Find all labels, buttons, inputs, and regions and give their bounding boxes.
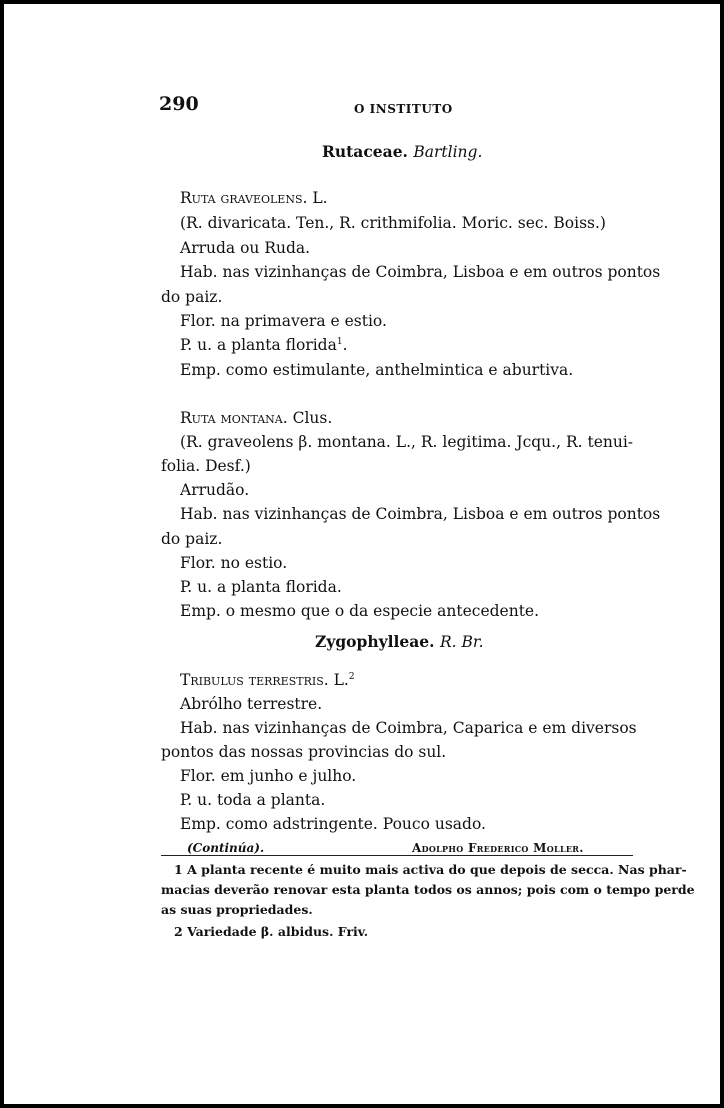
flowering: Flor. na primavera e estio. bbox=[180, 312, 387, 330]
habitat-line: Hab. nas vizinhanças de Coimbra, Caparica e em diversos bbox=[180, 719, 637, 737]
book-page bbox=[4, 4, 720, 1104]
habitat-line-cont: pontos das nossas provincias do sul. bbox=[161, 743, 447, 761]
continued-marker: (Continúa). bbox=[187, 841, 265, 855]
footnote-number: 1 bbox=[174, 862, 183, 877]
species-author: Clus. bbox=[292, 409, 333, 427]
common-name: Arrudão. bbox=[180, 481, 250, 499]
common-name: Abrólho terrestre. bbox=[180, 695, 323, 713]
running-title: O INSTITUTO bbox=[354, 102, 453, 116]
parts-used: P. u. toda a planta. bbox=[180, 791, 326, 809]
footnote-1-cont: as suas propriedades. bbox=[161, 902, 313, 917]
habitat-line: Hab. nas vizinhanças de Coimbra, Lisboa e em outros pontos bbox=[180, 505, 661, 523]
synonyms: (R. divaricata. Ten., R. crithmifolia. Moric. sec. Boiss.) bbox=[180, 214, 606, 232]
page-number: 290 bbox=[159, 93, 199, 115]
common-name: Arruda ou Ruda. bbox=[180, 239, 311, 257]
species-author: L. bbox=[312, 189, 328, 207]
parts-used: P. u. a planta florida. bbox=[180, 578, 342, 596]
parts-used-end: . bbox=[342, 336, 348, 354]
habitat-line-cont: do paiz. bbox=[161, 288, 223, 306]
synonyms-cont: folia. Desf.) bbox=[161, 457, 251, 475]
species-name: Tribulus terrestris. bbox=[180, 671, 329, 689]
footnote-text: A planta recente é muito mais activa do que depois de secca. Nas phar- bbox=[187, 862, 687, 877]
footnote-text: Variedade β. albidus. Friv. bbox=[187, 924, 369, 939]
footnote-ref: 2 bbox=[348, 671, 355, 682]
section-title-author: Bartling. bbox=[413, 143, 483, 161]
species-name: Ruta montana. bbox=[180, 409, 288, 427]
section-title-author: R. Br. bbox=[439, 633, 484, 651]
section-title: Rutaceae. bbox=[322, 142, 408, 161]
footnote-rule bbox=[161, 855, 633, 856]
article-author: Adolpho Frederico Moller. bbox=[412, 841, 584, 855]
habitat-line-cont: do paiz. bbox=[161, 530, 223, 548]
flowering: Flor. no estio. bbox=[180, 554, 288, 572]
parts-used-text: P. u. a planta florida bbox=[180, 336, 337, 354]
synonyms: (R. graveolens β. montana. L., R. legitima. Jcqu., R. tenui- bbox=[180, 433, 634, 451]
section-heading-rutaceae bbox=[322, 142, 482, 162]
species-heading-ruta-graveolens bbox=[180, 188, 328, 208]
parts-used bbox=[180, 335, 348, 355]
uses: Emp. como adstringente. Pouco usado. bbox=[180, 815, 486, 833]
uses: Emp. como estimulante, anthelmintica e aburtiva. bbox=[180, 361, 574, 379]
species-name: Ruta graveolens. bbox=[180, 189, 308, 207]
species-heading-tribulus-terrestris bbox=[180, 670, 355, 690]
section-heading-zygophylleae bbox=[315, 632, 484, 652]
footnote-1 bbox=[174, 862, 687, 878]
footnote-ref: 1 bbox=[336, 336, 343, 347]
footnote-1-cont: macias deverão renovar esta planta todos os annos; pois com o tempo perde bbox=[161, 882, 695, 897]
section-title: Zygophylleae. bbox=[315, 632, 435, 651]
uses: Emp. o mesmo que o da especie antecedente. bbox=[180, 602, 540, 620]
footnote-2 bbox=[174, 924, 368, 940]
footnote-number: 2 bbox=[174, 924, 183, 939]
species-heading-ruta-montana bbox=[180, 408, 332, 428]
habitat-line: Hab. nas vizinhanças de Coimbra, Lisboa e em outros pontos bbox=[180, 263, 661, 281]
species-author: L. bbox=[333, 671, 349, 689]
flowering: Flor. em junho e julho. bbox=[180, 767, 357, 785]
